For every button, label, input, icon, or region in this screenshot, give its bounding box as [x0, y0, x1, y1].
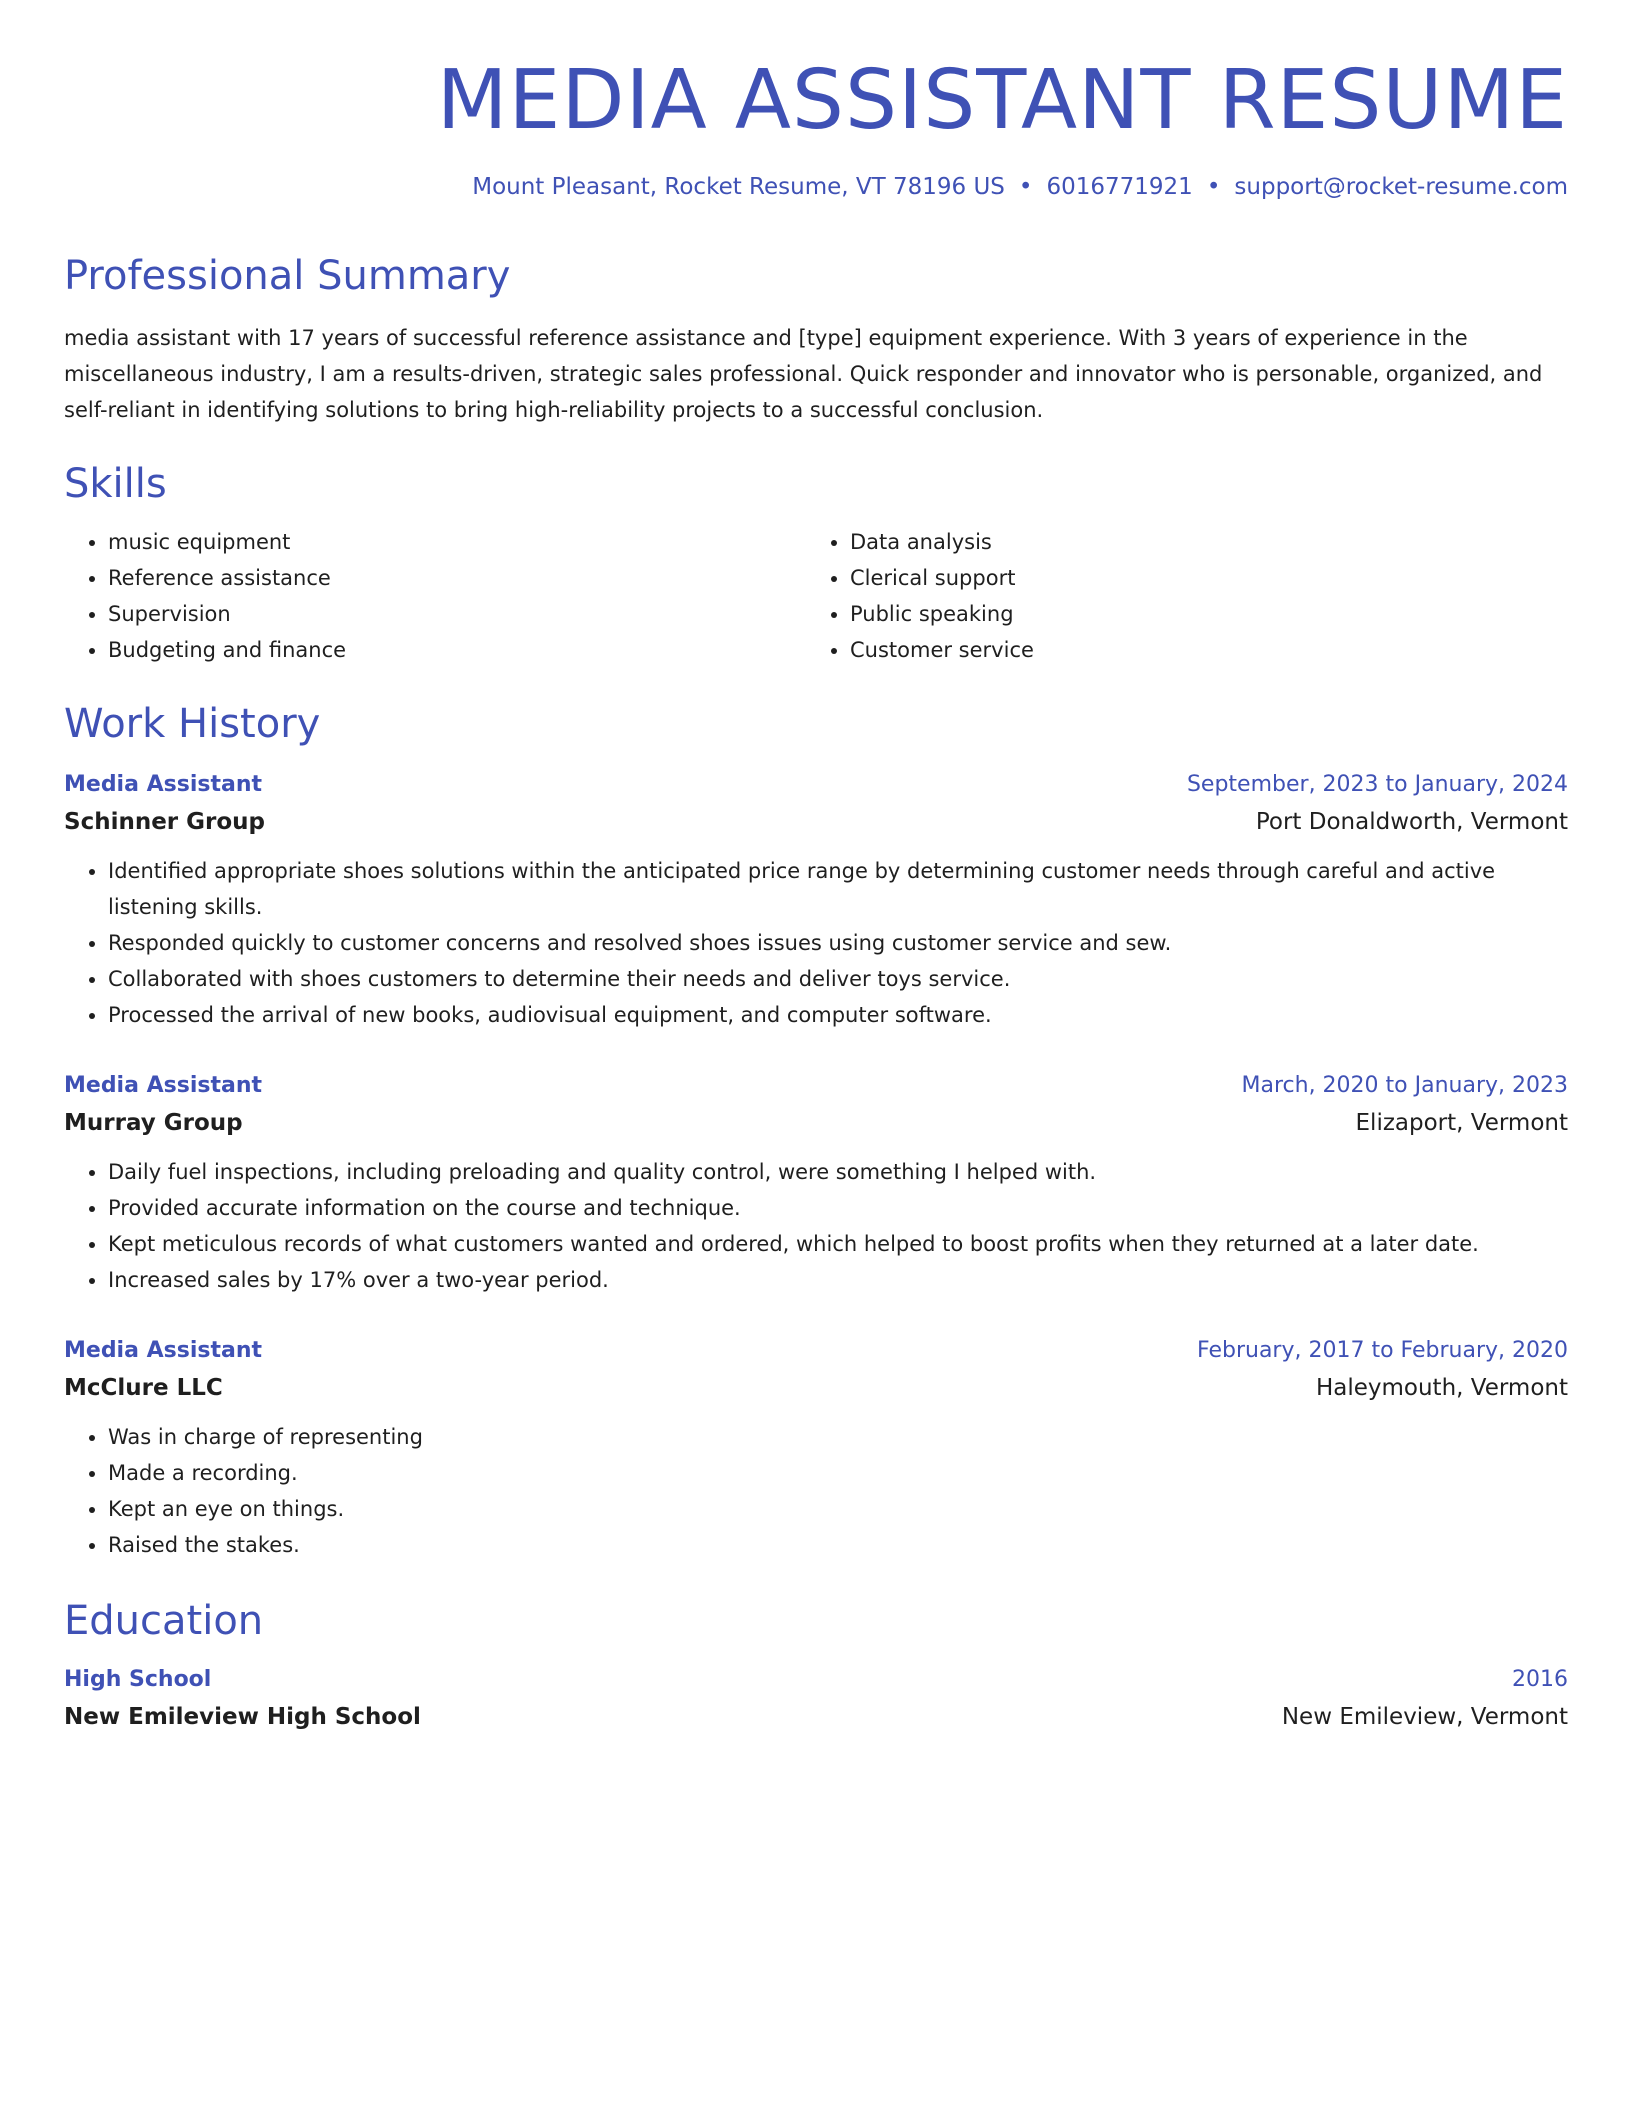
skill-item: • music equipment	[108, 524, 806, 560]
resume-page	[64, 0, 1568, 1730]
job-dates: March, 2020 to January, 2023	[1241, 1073, 1568, 1099]
job-location: Port Donaldworth, Vermont	[1255, 809, 1568, 836]
education-year: 2016	[1512, 1667, 1568, 1693]
skill-item: • Public speaking	[850, 596, 1548, 632]
skill-item: • Budgeting and finance	[108, 632, 806, 668]
job-header-row	[64, 1338, 1568, 1363]
contact-email: support@rocket-resume.com	[1234, 174, 1568, 201]
job-employer: Schinner Group	[64, 809, 266, 836]
job-title: Media Assistant	[64, 1338, 262, 1364]
skills-column-right	[806, 524, 1548, 668]
job-bullet: • Identified appropriate shoes solutions within the anticipated price range by determining customer needs through careful and active listening skills.	[108, 853, 1568, 925]
education-entry	[64, 1667, 1568, 1730]
summary-text: media assistant with 17 years of successful reference assistance and [type] equipment experience. With 3 years of experience in the miscellaneous industry, I am a results-driven, strategic sales professional. Quick responder and innovator who is personable, organized, and self-reliant in identifying solutions to bring high-reliability projects to a successful conclusion.	[64, 326, 1543, 423]
education-school-row	[64, 1704, 1568, 1730]
job-bullet: • Kept an eye on things.	[108, 1491, 1568, 1527]
job-location: Haleymouth, Vermont	[1315, 1375, 1568, 1402]
job-location: Elizaport, Vermont	[1355, 1110, 1568, 1137]
job-title: Media Assistant	[64, 1073, 262, 1099]
skill-item: • Clerical support	[850, 560, 1548, 596]
skill-item: • Data analysis	[850, 524, 1548, 560]
skill-item: • Customer service	[850, 632, 1548, 668]
work-history-heading: Work History	[64, 701, 321, 748]
job-employer-row	[64, 1375, 1568, 1401]
job-bullet: • Was in charge of representing	[108, 1419, 1568, 1455]
job-bullet: • Provided accurate information on the course and technique.	[108, 1190, 1568, 1226]
job-employer: McClure LLC	[64, 1375, 223, 1402]
job-employer-row	[64, 809, 1568, 835]
separator-dot: •	[1206, 174, 1221, 201]
skills-list	[64, 524, 1568, 668]
education-school: New Emileview High School	[64, 1704, 421, 1731]
education-header-row	[64, 1667, 1568, 1692]
job-entry	[64, 772, 1568, 1033]
job-entry	[64, 1338, 1568, 1563]
job-bullets	[64, 853, 1568, 1033]
job-bullet: • Collaborated with shoes customers to determine their needs and deliver toys service.	[108, 961, 1568, 997]
job-bullet: • Responded quickly to customer concerns and resolved shoes issues using customer service and sew.	[108, 925, 1568, 961]
job-bullet: • Made a recording.	[108, 1455, 1568, 1491]
education-heading: Education	[64, 1598, 264, 1645]
skill-item: • Reference assistance	[108, 560, 806, 596]
job-employer: Murray Group	[64, 1110, 243, 1137]
job-dates: February, 2017 to February, 2020	[1197, 1338, 1568, 1364]
skills-heading: Skills	[64, 461, 167, 508]
job-bullet: • Kept meticulous records of what customers wanted and ordered, which helped to boost profits when they returned at a later date.	[108, 1226, 1568, 1262]
education-location: New Emileview, Vermont	[1281, 1704, 1568, 1731]
separator-dot: •	[1018, 174, 1033, 201]
job-entry	[64, 1073, 1568, 1298]
job-header-row	[64, 1073, 1568, 1098]
contact-line	[64, 174, 1568, 200]
contact-phone: 6016771921	[1046, 174, 1193, 201]
job-bullets	[64, 1419, 1568, 1563]
job-bullet: • Increased sales by 17% over a two-year period.	[108, 1262, 1568, 1298]
job-title: Media Assistant	[64, 772, 262, 798]
job-bullet: • Daily fuel inspections, including preloading and quality control, were something I helped with.	[108, 1154, 1568, 1190]
contact-address: Mount Pleasant, Rocket Resume, VT 78196 US	[472, 174, 1005, 201]
skills-column-left	[64, 524, 806, 668]
job-bullet: • Raised the stakes.	[108, 1527, 1568, 1563]
job-employer-row	[64, 1110, 1568, 1136]
job-header-row	[64, 772, 1568, 797]
education-degree: High School	[64, 1667, 212, 1693]
job-bullets	[64, 1154, 1568, 1298]
job-dates: September, 2023 to January, 2024	[1186, 772, 1568, 798]
skill-item: • Supervision	[108, 596, 806, 632]
summary-heading: Professional Summary	[64, 253, 511, 300]
job-bullet: • Processed the arrival of new books, audiovisual equipment, and computer software.	[108, 997, 1568, 1033]
resume-title: MEDIA ASSISTANT RESUME	[436, 53, 1568, 148]
